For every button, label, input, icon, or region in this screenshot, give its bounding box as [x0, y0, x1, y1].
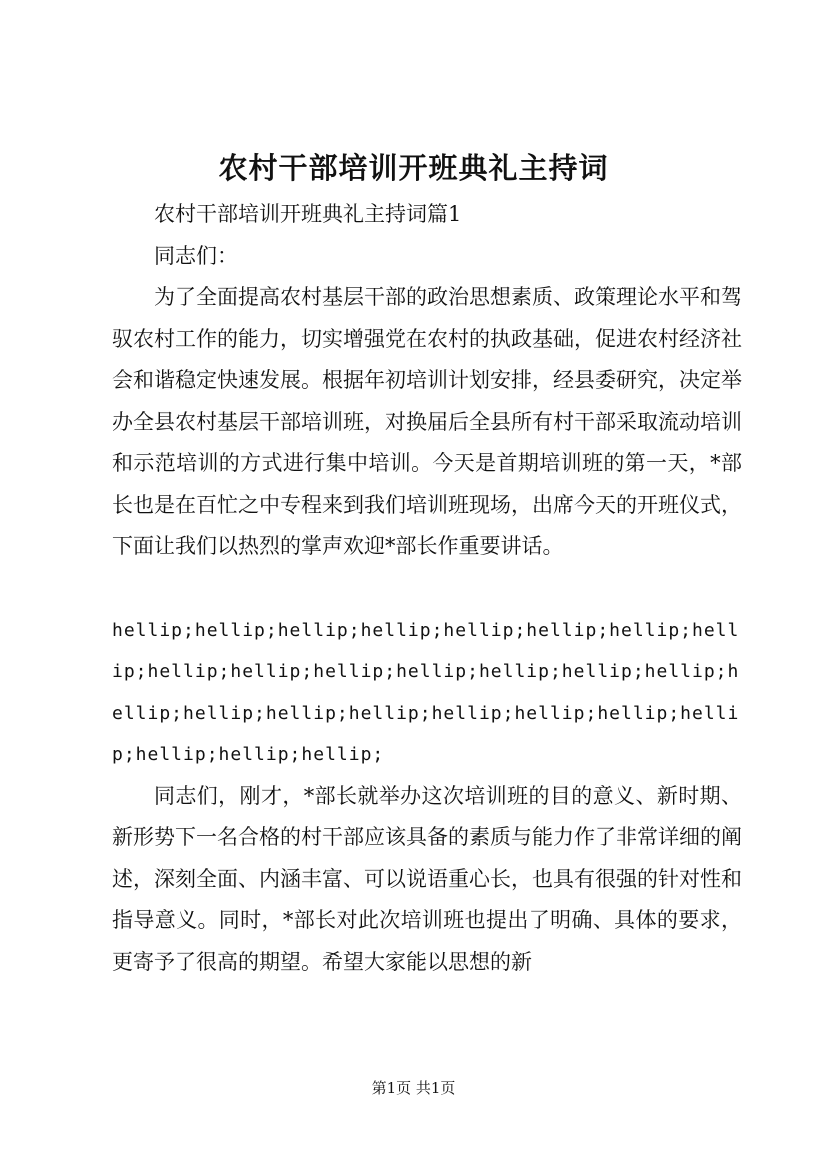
subtitle: 农村干部培训开班典礼主持词篇1 [154, 202, 462, 226]
document-title: 农村干部培训开班典礼主持词 [218, 151, 609, 185]
paragraph-1: 为了全面提高农村基层干部的政治思想素质、政策理论水平和驾驭农村工作的能力，切实增强党在农村的执政基础，促进农村经济社会和谐稳定快速发展。根据年初培训计划安排，经县委研究，决定举办全县农村基层干部培训班，对换届后全县所有村干部采取流动培训和示范培训的方式进行集中培训。今天是首期培训班的第一天，*部长也是在百忙之中专程来到我们培训班现场，出席今天的开班仪式，下面让我们以热烈的掌声欢迎*部长作重要讲话。 [112, 285, 742, 558]
salutation: 同志们： [154, 243, 238, 268]
page-footer: 第1页 共1页 [371, 1079, 456, 1097]
ellipsis-line: hellip;hellip;hellip;hellip;hellip;hellip;hellip;hellip;hellip;hellip;hellip;hellip;hellip;hellip;hellip;hellip;hellip;hellip;hellip;hellip;hellip;hellip;hellip;hellip;hellip;hellip; [112, 619, 740, 765]
paragraph-gap [112, 568, 742, 610]
document-body [112, 194, 742, 983]
paragraph-2: 同志们，刚才，*部长就举办这次培训班的目的意义、新时期、新形势下一名合格的村干部应该具备的素质与能力作了非常详细的阐述，深刻全面、内涵丰富、可以说语重心长，也具有很强的针对性和指导意义。同时，*部长对此次培训班也提出了明确、具体的要求，更寄予了很高的期望。希望大家能以思想的新 [112, 783, 742, 974]
